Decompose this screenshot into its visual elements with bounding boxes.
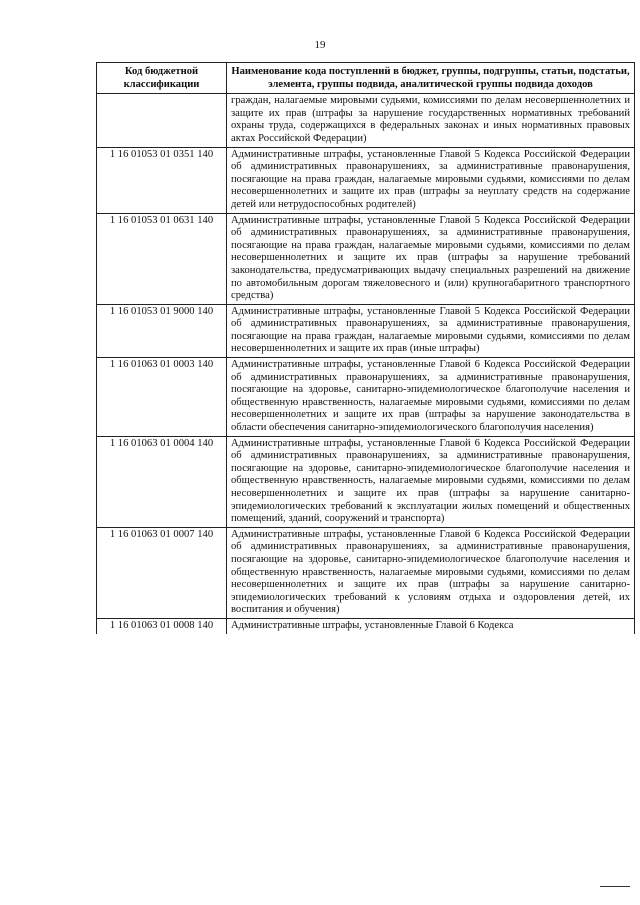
table-row bbox=[97, 94, 635, 147]
row-code: 1 16 01063 01 0004 140 bbox=[97, 436, 227, 527]
row-code: 1 16 01063 01 0007 140 bbox=[97, 527, 227, 618]
row-description: Административные штрафы, установленные Главой 6 Кодекса bbox=[227, 618, 635, 633]
row-code: 1 16 01063 01 0003 140 bbox=[97, 358, 227, 437]
table-header-row bbox=[97, 63, 635, 94]
header-name: Наименование кода поступлений в бюджет, группы, подгруппы, статьи, подстатьи, элемента, группы подвида, аналитической группы подвида доходов bbox=[227, 63, 635, 94]
table-row bbox=[97, 618, 635, 633]
row-description: Административные штрафы, установленные Главой 5 Кодекса Российской Федерации об административных правонарушениях, за административные правонарушения, посягающие на права граждан, налагаемые мировыми судьями, комиссиями по делам несовершеннолетних и защите их прав (штрафы за нарушение требований законодательства, предусматривающих выдачу специальных разрешений на движение по автомобильным дорогам тяжеловесного и (или) крупногабаритного транспортного средства) bbox=[227, 213, 635, 304]
row-description: граждан, налагаемые мировыми судьями, комиссиями по делам несовершеннолетних и защите их прав (штрафы за нарушение государственных нормативных требований охраны труда, содержащихся в федеральных законах и иных нормативных правовых актах Российской Федерации) bbox=[227, 94, 635, 147]
table-row bbox=[97, 358, 635, 437]
table-row bbox=[97, 213, 635, 304]
row-description: Административные штрафы, установленные Главой 6 Кодекса Российской Федерации об административных правонарушениях, за административные правонарушения, посягающие на здоровье, санитарно-эпидемиологическое благополучие населения и общественную нравственность, налагаемые мировыми судьями, комиссиями по делам несовершеннолетних и защите их прав (штрафы за нарушение санитарно-эпидемиологических требований к эксплуатации жилых помещений и общественных помещений, зданий, сооружений и транспорта) bbox=[227, 436, 635, 527]
table-row bbox=[97, 527, 635, 618]
table-row bbox=[97, 436, 635, 527]
row-code bbox=[97, 94, 227, 147]
row-code: 1 16 01053 01 0351 140 bbox=[97, 147, 227, 213]
row-code: 1 16 01053 01 9000 140 bbox=[97, 304, 227, 357]
row-description: Административные штрафы, установленные Главой 5 Кодекса Российской Федерации об административных правонарушениях, за административные правонарушения, посягающие на права граждан, налагаемые мировыми судьями, комиссиями по делам несовершеннолетних и защите их прав (штрафы за неуплату средств на содержание детей или нетрудоспособных родителей) bbox=[227, 147, 635, 213]
page-number: 19 bbox=[314, 39, 326, 51]
table-row bbox=[97, 304, 635, 357]
row-code: 1 16 01063 01 0008 140 bbox=[97, 618, 227, 633]
row-description: Административные штрафы, установленные Главой 5 Кодекса Российской Федерации об административных правонарушениях, за административные правонарушения, посягающие на права граждан, налагаемые мировыми судьями, комиссиями по делам несовершеннолетних и защите их прав (иные штрафы) bbox=[227, 304, 635, 357]
budget-codes-table bbox=[96, 62, 635, 634]
row-code: 1 16 01053 01 0631 140 bbox=[97, 213, 227, 304]
header-code: Код бюджетной классификации bbox=[97, 63, 227, 94]
page-edge-mark bbox=[600, 886, 630, 887]
row-description: Административные штрафы, установленные Главой 6 Кодекса Российской Федерации об административных правонарушениях, за административные правонарушения, посягающие на здоровье, санитарно-эпидемиологическое благополучие населения и общественную нравственность, налагаемые мировыми судьями, комиссиями по делам несовершеннолетних и защите их прав (штрафы за нарушение санитарно-эпидемиологических требований к условиям отдыха и оздоровления детей, их воспитания и обучения) bbox=[227, 527, 635, 618]
row-description: Административные штрафы, установленные Главой 6 Кодекса Российской Федерации об административных правонарушениях, за административные правонарушения, посягающие на здоровье, санитарно-эпидемиологическое благополучие населения и общественную нравственность, налагаемые мировыми судьями, комиссиями по делам несовершеннолетних и защите их прав (штрафы за нарушение законодательства в области обеспечения санитарно-эпидемиологического благополучия населения) bbox=[227, 358, 635, 437]
table-row bbox=[97, 147, 635, 213]
